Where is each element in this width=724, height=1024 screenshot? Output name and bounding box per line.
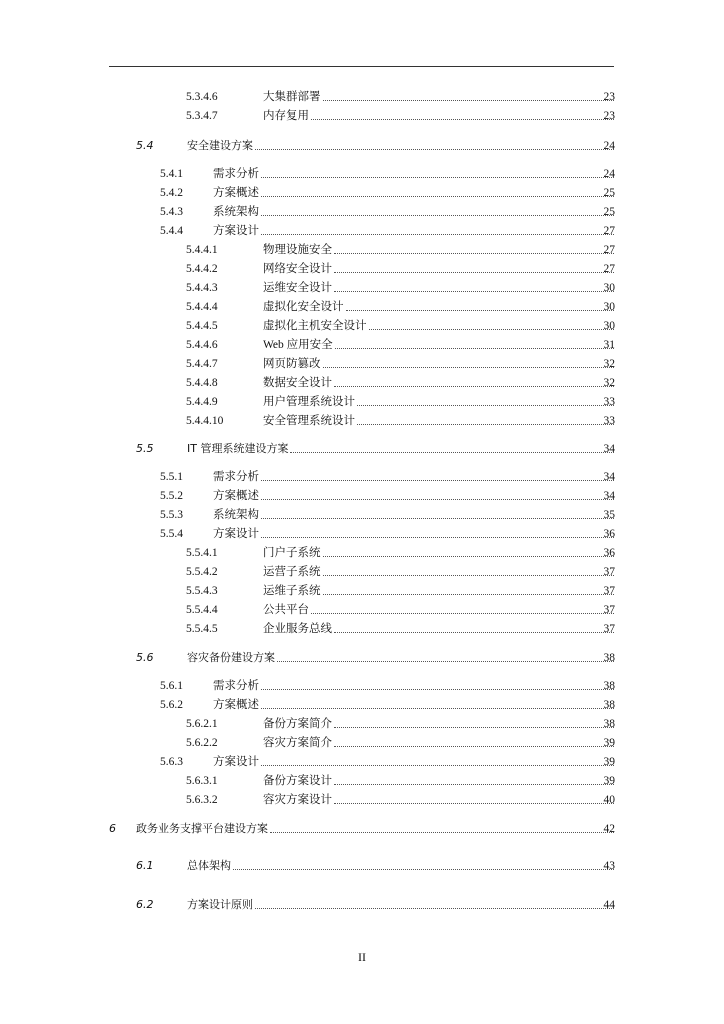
toc-entry-title: 容灾备份建设方案 <box>187 651 275 664</box>
toc-entry-title: 企业服务总线 <box>263 623 332 635</box>
toc-entry-title-group <box>263 565 614 579</box>
toc-entry[interactable] <box>0 241 724 259</box>
toc-entry-title-group <box>263 793 614 807</box>
toc-entry-title-group <box>263 376 614 390</box>
toc-entry-title: 虚拟化主机安全设计 <box>263 320 367 332</box>
dot-leader <box>323 556 615 557</box>
toc-entry-title-group <box>187 139 614 153</box>
toc-entry[interactable] <box>0 393 724 411</box>
toc-entry-number: 5.5.4.3 <box>186 585 218 597</box>
toc-entry-title-group <box>187 898 614 912</box>
toc-entry[interactable] <box>0 279 724 297</box>
toc-entry-title: 虚拟化安全设计 <box>263 301 344 313</box>
toc-entry-number: 5.4.3 <box>160 206 183 218</box>
toc-entry-number: 5.3.4.7 <box>186 110 218 122</box>
toc-entry-title-group <box>187 859 614 873</box>
toc-entry-number: 5.6.3.2 <box>186 794 218 806</box>
toc-entry-page: 37 <box>603 623 615 635</box>
toc-entry-title-group <box>213 527 614 541</box>
toc-entry-page: 33 <box>603 396 615 408</box>
toc-entry-number: 6.1 <box>136 859 154 872</box>
toc-entry-title: 系统架构 <box>213 509 259 521</box>
dot-leader <box>334 272 614 273</box>
toc-entry[interactable] <box>0 184 724 202</box>
dot-leader <box>311 613 614 614</box>
dot-leader <box>255 908 614 909</box>
dot-leader <box>323 575 615 576</box>
toc-entry-title: 公共平台 <box>263 604 309 616</box>
toc-entry-title-group <box>263 357 614 371</box>
dot-leader <box>277 661 614 662</box>
toc-entry[interactable] <box>0 753 724 771</box>
dot-leader <box>270 832 614 833</box>
toc-entry-title: 需求分析 <box>213 471 259 483</box>
toc-entry-title-group <box>263 338 614 352</box>
dot-leader <box>261 196 614 197</box>
toc-entry[interactable] <box>0 896 724 914</box>
toc-entry[interactable] <box>0 440 724 458</box>
toc-entry[interactable] <box>0 857 724 875</box>
toc-entry-page: 23 <box>603 91 615 103</box>
toc-entry-number: 5.5.4.5 <box>186 623 218 635</box>
toc-entry[interactable] <box>0 317 724 335</box>
toc-entry-number: 5.5.4.2 <box>186 566 218 578</box>
toc-entry[interactable] <box>0 544 724 562</box>
dot-leader <box>290 452 614 453</box>
toc-entry-number: 5.4.4.4 <box>186 301 218 313</box>
dot-leader <box>261 518 614 519</box>
toc-entry-number: 5.4.1 <box>160 168 183 180</box>
toc-entry-page: 30 <box>603 301 615 313</box>
toc-entry-title: 运维子系统 <box>263 585 321 597</box>
toc-entry-title: 方案概述 <box>213 187 259 199</box>
toc-entry-title: 方案设计原则 <box>187 898 253 911</box>
toc-entry[interactable] <box>0 412 724 430</box>
toc-entry-title-group <box>263 736 614 750</box>
toc-entry-number: 5.5.4.1 <box>186 547 218 559</box>
dot-leader <box>334 784 614 785</box>
toc-entry-number: 5.6.2.2 <box>186 737 218 749</box>
toc-entry-title-group <box>187 442 614 456</box>
dot-leader <box>261 215 614 216</box>
toc-entry-page: 32 <box>603 377 615 389</box>
dot-leader <box>261 765 614 766</box>
dot-leader <box>261 499 614 500</box>
toc-entry-title: 数据安全设计 <box>263 377 332 389</box>
dot-leader <box>357 405 614 406</box>
toc-entry-number: 6.2 <box>136 898 154 911</box>
toc-entry-title: 需求分析 <box>213 680 259 692</box>
toc-entry-title: 安全建设方案 <box>187 139 253 152</box>
dot-leader <box>261 689 614 690</box>
toc-entry-title-group <box>263 109 614 123</box>
toc-entry-page: 32 <box>603 358 615 370</box>
toc-entry-number: 5.4.2 <box>160 187 183 199</box>
dot-leader <box>261 177 614 178</box>
toc-entry-number: 5.4.4.5 <box>186 320 218 332</box>
toc-entry[interactable] <box>0 677 724 695</box>
toc-entry-number: 5.6.3 <box>160 756 183 768</box>
toc-entry-number: 5.6.2 <box>160 699 183 711</box>
toc-entry-number: 5.5.4.4 <box>186 604 218 616</box>
toc-entry[interactable] <box>0 563 724 581</box>
toc-entry-page: 36 <box>603 528 615 540</box>
toc-entry-number: 5.4.4.9 <box>186 396 218 408</box>
toc-entry-number: 6 <box>109 822 116 835</box>
toc-entry-title-group <box>213 489 614 503</box>
toc-entry-title: 大集群部署 <box>263 91 321 103</box>
toc-entry-title-group <box>263 281 614 295</box>
toc-entry-page: 27 <box>603 263 615 275</box>
toc-entry-page: 37 <box>603 566 615 578</box>
toc-entry[interactable] <box>0 772 724 790</box>
toc-entry-page: 38 <box>603 680 615 692</box>
dot-leader <box>334 746 614 747</box>
toc-entry[interactable] <box>0 336 724 354</box>
toc-entry-title-group <box>263 774 614 788</box>
toc-entry-title-group <box>213 508 614 522</box>
toc-entry-page: 31 <box>603 339 615 351</box>
toc-entry-title: 用户管理系统设计 <box>263 396 355 408</box>
dot-leader <box>261 480 614 481</box>
toc-entry-page: 35 <box>603 509 615 521</box>
toc-entry-number: 5.4.4.8 <box>186 377 218 389</box>
toc-entry[interactable] <box>0 715 724 733</box>
toc-entry-title: IT 管理系统建设方案 <box>187 442 289 455</box>
toc-entry[interactable] <box>0 468 724 486</box>
dot-leader <box>233 869 614 870</box>
dot-leader <box>369 329 615 330</box>
toc-entry-number: 5.4.4.1 <box>186 244 218 256</box>
toc-entry[interactable] <box>0 820 724 838</box>
toc-entry-title: 网络安全设计 <box>263 263 332 275</box>
toc-entry-title: 网页防篡改 <box>263 358 321 370</box>
toc-entry-page: 39 <box>603 737 615 749</box>
toc-entry-page: 38 <box>603 652 615 664</box>
toc-entry-number: 5.4.4.10 <box>186 415 224 427</box>
toc-entry-page: 38 <box>603 718 615 730</box>
toc-entry-number: 5.3.4.6 <box>186 91 218 103</box>
toc-entry-number: 5.5.2 <box>160 490 183 502</box>
toc-entry[interactable] <box>0 620 724 638</box>
toc-entry-title-group <box>213 186 614 200</box>
toc-entry-page: 33 <box>603 415 615 427</box>
toc-entry[interactable] <box>0 734 724 752</box>
toc-entry-title-group <box>263 319 614 333</box>
dot-leader <box>323 594 615 595</box>
toc-entry-title: 需求分析 <box>213 168 259 180</box>
dot-leader <box>335 348 614 349</box>
dot-leader <box>255 149 614 150</box>
dot-leader <box>334 632 614 633</box>
toc-entry-title-group <box>263 300 614 314</box>
toc-entry[interactable] <box>0 487 724 505</box>
dot-leader <box>261 234 614 235</box>
toc-entry-title-group <box>187 651 614 665</box>
toc-entry-page: 24 <box>603 168 615 180</box>
dot-leader <box>261 708 614 709</box>
toc-entry-page: 34 <box>603 471 615 483</box>
toc-entry[interactable] <box>0 582 724 600</box>
toc-entry-number: 5.6.2.1 <box>186 718 218 730</box>
toc-entry-page: 25 <box>603 206 615 218</box>
toc-entry-title-group <box>263 90 614 104</box>
toc-entry-page: 44 <box>603 899 615 911</box>
toc-entry-number: 5.5.3 <box>160 509 183 521</box>
toc-entry-title-group <box>263 414 614 428</box>
toc-entry-page: 25 <box>603 187 615 199</box>
toc-entry-number: 5.4.4.7 <box>186 358 218 370</box>
toc-entry-title-group <box>136 822 614 836</box>
toc-entry-title-group <box>213 470 614 484</box>
toc-entry-number: 5.6.3.1 <box>186 775 218 787</box>
toc-entry-number: 5.4.4.3 <box>186 282 218 294</box>
toc-entry-title-group <box>213 167 614 181</box>
toc-entry[interactable] <box>0 525 724 543</box>
toc-entry-page: 38 <box>603 699 615 711</box>
toc-entry[interactable] <box>0 203 724 221</box>
dot-leader <box>261 537 614 538</box>
toc-entry-page: 42 <box>603 823 615 835</box>
toc-entry-number: 5.5 <box>136 442 154 455</box>
toc-entry-number: 5.4.4.6 <box>186 339 218 351</box>
toc-entry-page: 39 <box>603 775 615 787</box>
toc-entry[interactable] <box>0 88 724 106</box>
toc-entry-page: 43 <box>603 860 615 872</box>
toc-entry-title: 政务业务支撑平台建设方案 <box>136 822 268 835</box>
toc-entry-number: 5.5.4 <box>160 528 183 540</box>
toc-entry-title: 物理设施安全 <box>263 244 332 256</box>
toc-entry-number: 5.5.1 <box>160 471 183 483</box>
toc-entry-title: 安全管理系统设计 <box>263 415 355 427</box>
toc-entry-number: 5.6.1 <box>160 680 183 692</box>
toc-entry-number: 5.4.4 <box>160 225 183 237</box>
toc-entry-title-group <box>213 679 614 693</box>
toc-entry[interactable] <box>0 298 724 316</box>
toc-entry-title-group <box>263 717 614 731</box>
dot-leader <box>334 386 614 387</box>
toc-entry-title-group <box>263 584 614 598</box>
dot-leader <box>334 291 614 292</box>
toc-entry-title: 内存复用 <box>263 110 309 122</box>
toc-entry-title: 系统架构 <box>213 206 259 218</box>
toc-entry-page: 27 <box>603 244 615 256</box>
toc-entry-number: 5.6 <box>136 651 154 664</box>
toc-entry[interactable] <box>0 107 724 125</box>
toc-entry-title: 备份方案设计 <box>263 775 332 787</box>
dot-leader <box>323 100 615 101</box>
toc-entry-page: 39 <box>603 756 615 768</box>
toc-entry-title: 容灾方案简介 <box>263 737 332 749</box>
dot-leader <box>334 727 614 728</box>
toc-entry-title-group <box>263 622 614 636</box>
dot-leader <box>334 803 614 804</box>
toc-entry-title-group <box>213 755 614 769</box>
toc-entry-page: 36 <box>603 547 615 559</box>
toc-entry[interactable] <box>0 506 724 524</box>
toc-entry-title: 容灾方案设计 <box>263 794 332 806</box>
toc-entry-title: 总体架构 <box>187 859 231 872</box>
toc-entry-title: 运维安全设计 <box>263 282 332 294</box>
toc-entry-title: 方案设计 <box>213 756 259 768</box>
toc-entry[interactable] <box>0 260 724 278</box>
toc-entry-page: 30 <box>603 320 615 332</box>
dot-leader <box>357 424 614 425</box>
toc-entry-title: 门户子系统 <box>263 547 321 559</box>
toc-entry-page: 37 <box>603 585 615 597</box>
page-number: II <box>358 950 366 964</box>
toc-entry-title-group <box>213 224 614 238</box>
toc-entry-number: 5.4 <box>136 139 154 152</box>
toc-entry-title-group <box>263 603 614 617</box>
toc-entry-title: 运营子系统 <box>263 566 321 578</box>
dot-leader <box>323 367 615 368</box>
toc-entry-page: 34 <box>603 490 615 502</box>
toc-entry-title: 方案设计 <box>213 225 259 237</box>
dot-leader <box>334 253 614 254</box>
toc-entry[interactable] <box>0 696 724 714</box>
toc-entry-title: Web 应用安全 <box>263 339 333 351</box>
toc-entry[interactable] <box>0 165 724 183</box>
toc-entry-title: 方案概述 <box>213 699 259 711</box>
toc-entry-title-group <box>263 395 614 409</box>
toc-entry-number: 5.4.4.2 <box>186 263 218 275</box>
toc-entry-title-group <box>213 205 614 219</box>
toc-entry[interactable] <box>0 601 724 619</box>
toc-entry-title: 方案设计 <box>213 528 259 540</box>
toc-entry[interactable] <box>0 649 724 667</box>
toc-entry-title-group <box>263 262 614 276</box>
toc-entry[interactable] <box>0 137 724 155</box>
toc-entry-page: 23 <box>603 110 615 122</box>
toc-entry-page: 37 <box>603 604 615 616</box>
toc-entry[interactable] <box>0 374 724 392</box>
toc-entry-title-group <box>263 243 614 257</box>
toc-entry-page: 40 <box>603 794 615 806</box>
toc-entry-page: 24 <box>603 140 615 152</box>
toc-entry[interactable] <box>0 222 724 240</box>
toc-entry-title-group <box>263 546 614 560</box>
toc-entry-title-group <box>213 698 614 712</box>
toc-entry[interactable] <box>0 791 724 809</box>
toc-entry-title: 备份方案简介 <box>263 718 332 730</box>
toc-entry-title: 方案概述 <box>213 490 259 502</box>
dot-leader <box>311 119 614 120</box>
toc-entry[interactable] <box>0 355 724 373</box>
dot-leader <box>346 310 615 311</box>
toc-entry-page: 27 <box>603 225 615 237</box>
toc-entry-page: 34 <box>603 443 615 455</box>
toc-entry-page: 30 <box>603 282 615 294</box>
